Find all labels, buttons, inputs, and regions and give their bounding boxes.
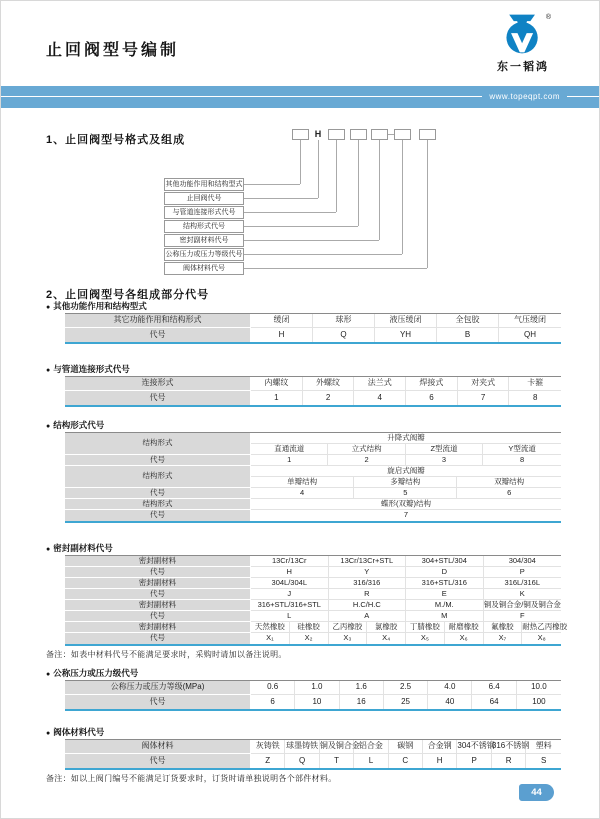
bullet-icon: ● xyxy=(46,304,51,311)
table-row xyxy=(65,328,561,342)
table-row xyxy=(65,433,561,444)
page-number-badge: 44 xyxy=(519,784,554,801)
value-cell: 单瓣结构 xyxy=(251,477,354,488)
bullet-icon: ● xyxy=(46,730,51,737)
value-cell: 缓闭 xyxy=(251,314,313,328)
value-cell: 64 xyxy=(472,695,516,709)
model-code-box-structure xyxy=(350,129,367,140)
leader-line xyxy=(244,226,358,227)
connection-section xyxy=(46,364,562,407)
table-heading xyxy=(46,543,562,554)
body-material-section xyxy=(46,727,562,784)
value-cell: 6.4 xyxy=(472,681,516,695)
row-header-cell: 代号 xyxy=(65,567,251,578)
table-heading xyxy=(46,668,562,679)
table-heading xyxy=(46,364,562,375)
model-code-box-sealing xyxy=(371,129,388,140)
table-heading-label: 公称压力或压力级代号 xyxy=(53,668,139,678)
value-cell: 4.0 xyxy=(428,681,472,695)
leader-line xyxy=(427,140,428,268)
leader-line xyxy=(244,240,379,241)
value-cell: X₂ xyxy=(290,633,329,644)
row-header-cell: 密封副材料 xyxy=(65,578,251,589)
row-header-cell: 结构形式 xyxy=(65,466,251,488)
row-header-cell: 结构形式 xyxy=(65,499,251,510)
value-cell: 天然橡胶 xyxy=(251,622,290,633)
pressure-table xyxy=(46,680,562,711)
table-heading-label: 其他功能作用和结构型式 xyxy=(53,301,147,311)
section2-heading: 2、止回阀型号各组成部分代号 xyxy=(46,289,210,301)
table-row xyxy=(65,578,561,589)
value-cell: 13Cr/13Cr+STL xyxy=(329,556,407,567)
value-cell: 球墨铸铁 xyxy=(285,740,319,754)
value-cell: 4 xyxy=(251,488,354,499)
value-cell: X₆ xyxy=(445,633,484,644)
row-header-cell: 其它功能作用和结构形式 xyxy=(65,314,251,328)
row-header-cell: 代号 xyxy=(65,633,251,644)
body-material-table xyxy=(46,739,562,770)
table-row xyxy=(65,611,561,622)
value-cell: 40 xyxy=(428,695,472,709)
row-header-cell: 结构形式 xyxy=(65,433,251,455)
table-heading-label: 密封副材料代号 xyxy=(53,543,113,553)
table-row xyxy=(65,695,561,709)
row-header-cell: 连接形式 xyxy=(65,377,251,391)
structure-section xyxy=(46,420,562,523)
row-header-cell: 代号 xyxy=(65,589,251,600)
value-cell: 液压缓闭 xyxy=(375,314,437,328)
table-heading xyxy=(46,727,562,738)
value-cell: 16 xyxy=(340,695,384,709)
function-structure-section xyxy=(46,301,562,344)
value-cell: Q xyxy=(285,754,319,768)
value-cell: P xyxy=(457,754,492,768)
sealing-table-note: 备注：如表中材料代号不能满足要求时，采购时请加以备注说明。 xyxy=(46,650,287,659)
row-header-cell: 代号 xyxy=(65,754,251,768)
value-cell: X₅ xyxy=(406,633,445,644)
value-cell: 铜及铜合金/铜及铜合金 xyxy=(484,600,562,611)
value-cell: 3 xyxy=(406,455,483,466)
value-cell: Y型流道 xyxy=(483,444,561,455)
value-cell: 316/316 xyxy=(329,578,407,589)
value-cell: 对夹式 xyxy=(458,377,510,391)
value-cell: 25 xyxy=(384,695,428,709)
value-cell: 升降式阀瓣 xyxy=(251,433,561,444)
value-cell: 4 xyxy=(354,391,406,405)
value-cell: YH xyxy=(375,328,437,342)
value-cell: 6 xyxy=(251,695,295,709)
table-row xyxy=(65,455,561,466)
value-cell: 丁腈橡胶 xyxy=(406,622,445,633)
row-header-cell: 代号 xyxy=(65,695,251,709)
leader-line xyxy=(379,140,380,240)
diagram-label-function: 其他功能作用和结构型式 xyxy=(164,178,244,191)
valve-code-letter: H xyxy=(314,129,322,139)
table-row xyxy=(65,556,561,567)
value-cell: 8 xyxy=(483,455,561,466)
value-cell: 304+STL/304 xyxy=(406,556,484,567)
table-row xyxy=(65,567,561,578)
value-cell: Q xyxy=(313,328,375,342)
value-cell: 2 xyxy=(303,391,355,405)
value-cell: R xyxy=(329,589,407,600)
value-cell: 316L/316L xyxy=(484,578,562,589)
row-header-cell: 密封副材料 xyxy=(65,600,251,611)
row-header-cell: 密封副材料 xyxy=(65,556,251,567)
table-row xyxy=(65,740,561,754)
value-cell: X₄ xyxy=(367,633,406,644)
leader-line xyxy=(300,140,301,184)
value-cell: 304不锈钢 xyxy=(457,740,492,754)
table-row xyxy=(65,391,561,405)
value-cell: L xyxy=(251,611,329,622)
sealing-material-section xyxy=(46,543,568,660)
value-cell: Y xyxy=(329,567,407,578)
value-cell: 5 xyxy=(354,488,457,499)
value-cell: 2 xyxy=(328,455,405,466)
model-code-box-body-material xyxy=(419,129,436,140)
connection-table xyxy=(46,376,562,407)
diagram-label-body: 阀体材料代号 xyxy=(164,262,244,275)
leader-line xyxy=(244,184,300,185)
row-header-cell: 代号 xyxy=(65,391,251,405)
table-heading xyxy=(46,420,562,431)
row-header-cell: 代号 xyxy=(65,455,251,466)
value-cell: 塑料 xyxy=(526,740,561,754)
value-cell: B xyxy=(437,328,499,342)
value-cell: 6 xyxy=(406,391,458,405)
diagram-label-sealing: 密封副材料代号 xyxy=(164,234,244,247)
table-row xyxy=(65,589,561,600)
value-cell: QH xyxy=(524,329,536,339)
value-cell: 灰铸铁 xyxy=(251,740,285,754)
table-row xyxy=(65,499,561,510)
diagram-label-pressure: 公称压力或压力等级代号 xyxy=(164,248,244,261)
value-cell: 1.6 xyxy=(340,681,384,695)
value-cell: 外螺纹 xyxy=(303,377,355,391)
model-code-box-prefix xyxy=(292,129,309,140)
table-heading xyxy=(46,301,562,312)
value-cell: 双瓣结构 xyxy=(457,477,561,488)
value-cell: 氯橡胶 xyxy=(367,622,406,633)
company-logo xyxy=(487,11,559,74)
diagram-label-connection: 与管道连接形式代号 xyxy=(164,206,244,219)
leader-line xyxy=(318,140,319,198)
value-cell: 316+STL/316 xyxy=(406,578,484,589)
value-cell: A xyxy=(329,611,407,622)
bullet-icon: ● xyxy=(46,423,51,430)
row-header-cell: 公称压力或压力等级(MPa) xyxy=(65,681,251,695)
registered-trademark: ® xyxy=(545,14,551,21)
value-cell: 卡箍 xyxy=(509,377,561,391)
value-cell: X₁ xyxy=(251,633,290,644)
value-cell: 2.5 xyxy=(384,681,428,695)
value-cell: 8 xyxy=(533,392,538,402)
value-cell: 1 xyxy=(251,455,328,466)
value-cell: C xyxy=(389,754,423,768)
value-cell: 耐磨橡胶 xyxy=(445,622,484,633)
website-link[interactable]: www.topeqpt.com xyxy=(482,92,567,101)
value-cell: F xyxy=(484,611,562,622)
diagram-label-valve-type: 止回阀代号 xyxy=(164,192,244,205)
row-header-cell: 代号 xyxy=(65,611,251,622)
value-cell: 100 xyxy=(532,696,546,706)
value-cell: 内螺纹 xyxy=(251,377,303,391)
value-cell: 6 xyxy=(457,488,561,499)
value-cell: 法兰式 xyxy=(354,377,406,391)
value-cell: S xyxy=(541,755,547,765)
pressure-section xyxy=(46,668,562,711)
table-row xyxy=(65,600,561,611)
model-code-box-pressure xyxy=(394,129,411,140)
row-header-cell: 代号 xyxy=(65,488,251,499)
table-row xyxy=(65,633,561,644)
value-cell: 1.0 xyxy=(295,681,339,695)
leader-line xyxy=(244,212,336,213)
model-code-box-connection xyxy=(328,129,345,140)
table-heading-label: 结构形式代号 xyxy=(53,420,105,430)
value-cell: 耐热乙丙橡胶 xyxy=(522,622,561,633)
value-cell: 直通流道 xyxy=(251,444,328,455)
section1-heading: 1、止回阀型号格式及组成 xyxy=(46,134,186,146)
row-header-cell: 代号 xyxy=(65,510,251,521)
value-cell: 蝶形(双瓣)结构 xyxy=(251,499,561,510)
value-cell: 13Cr/13Cr xyxy=(251,556,329,567)
value-cell: 氟橡胶 xyxy=(484,622,523,633)
value-cell: M xyxy=(406,611,484,622)
value-cell: H xyxy=(251,567,329,578)
table-row xyxy=(65,681,561,695)
value-cell: 0.6 xyxy=(251,681,295,695)
table-row xyxy=(65,488,561,499)
value-cell: 10 xyxy=(295,695,339,709)
leader-line xyxy=(336,140,337,212)
table-row xyxy=(65,466,561,477)
leader-line xyxy=(402,140,403,254)
value-cell: 1 xyxy=(251,391,303,405)
leader-line xyxy=(244,198,318,199)
value-cell: 多瓣结构 xyxy=(354,477,457,488)
value-cell: X₈ xyxy=(537,633,546,643)
value-cell: 全包胶 xyxy=(437,314,499,328)
value-cell: T xyxy=(320,754,354,768)
table-row xyxy=(65,314,561,328)
row-header-cell: 密封副材料 xyxy=(65,622,251,633)
value-cell: 硅橡胶 xyxy=(290,622,329,633)
leader-line xyxy=(244,254,402,255)
value-cell: 立式结构 xyxy=(328,444,405,455)
header-banner xyxy=(1,86,600,108)
table-row xyxy=(65,754,561,768)
value-cell: M./M. xyxy=(406,600,484,611)
value-cell: 焊接式 xyxy=(406,377,458,391)
bullet-icon: ● xyxy=(46,546,51,553)
value-cell: L xyxy=(354,754,388,768)
brand-name: 东一韬鸿 xyxy=(497,61,549,73)
table-row xyxy=(65,622,561,633)
value-cell: 碳钢 xyxy=(389,740,423,754)
function-structure-table xyxy=(46,313,562,344)
value-cell: 球形 xyxy=(313,314,375,328)
value-cell: Z xyxy=(251,754,285,768)
diagram-label-structure: 结构形式代号 xyxy=(164,220,244,233)
table-row xyxy=(65,510,561,521)
value-cell: H xyxy=(423,754,457,768)
value-cell: D xyxy=(406,567,484,578)
value-cell: K xyxy=(484,589,562,600)
value-cell: 7 xyxy=(458,391,510,405)
page-title: 止回阀型号编制 xyxy=(46,42,180,59)
structure-table xyxy=(46,432,562,523)
value-cell: R xyxy=(492,754,527,768)
leader-line xyxy=(244,268,427,269)
value-cell: 304/304 xyxy=(484,556,562,567)
value-cell: 旋启式阀瓣 xyxy=(251,466,561,477)
value-cell: E xyxy=(406,589,484,600)
value-cell: J xyxy=(251,589,329,600)
bullet-icon: ● xyxy=(46,367,51,374)
value-cell: 316不锈钢 xyxy=(492,740,527,754)
value-cell: H.C/H.C xyxy=(329,600,407,611)
row-header-cell: 阀体材料 xyxy=(65,740,251,754)
tv-monogram-logo-icon xyxy=(502,11,544,57)
value-cell: 铝合金 xyxy=(354,740,388,754)
body-table-note: 备注：如以上阀门编号不能满足订货要求时，订货时请单独说明各个部件材料。 xyxy=(46,774,337,783)
value-cell: 7 xyxy=(403,510,409,520)
value-cell: 合金钢 xyxy=(423,740,457,754)
bullet-icon: ● xyxy=(46,671,51,678)
table-row xyxy=(65,377,561,391)
value-cell: H xyxy=(251,328,313,342)
value-cell: 气压缓闭 xyxy=(499,314,561,328)
table-heading-label: 阀体材料代号 xyxy=(53,727,105,737)
value-cell: 10.0 xyxy=(517,681,561,695)
leader-line xyxy=(358,140,359,226)
value-cell: X₃ xyxy=(329,633,368,644)
value-cell: 铜及铜合金 xyxy=(320,740,354,754)
value-cell: 乙丙橡胶 xyxy=(329,622,368,633)
row-header-cell: 代号 xyxy=(65,328,251,342)
table-heading-label: 与管道连接形式代号 xyxy=(53,364,130,374)
value-cell: 304L/304L xyxy=(251,578,329,589)
sealing-material-table xyxy=(46,555,568,646)
value-cell: Z型流道 xyxy=(406,444,483,455)
value-cell: 316+STL/316+STL xyxy=(251,600,329,611)
value-cell: P xyxy=(484,567,562,578)
value-cell: X₇ xyxy=(484,633,523,644)
